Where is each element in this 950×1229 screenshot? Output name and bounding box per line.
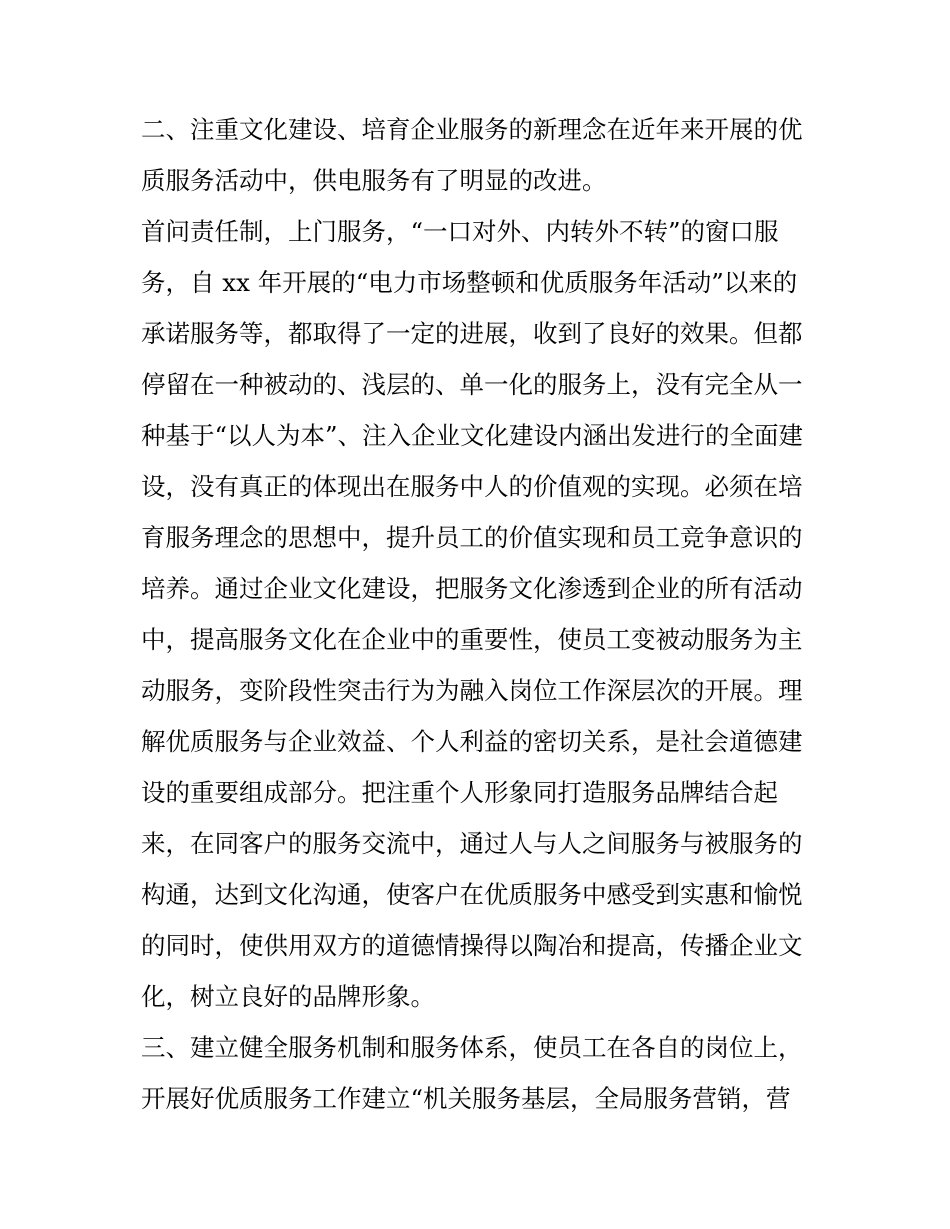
paragraph-section-three-heading (141, 1022, 813, 1124)
text-line: 的同时，使供用双方的道德情操得以陶冶和提高，传播企业文 (141, 931, 803, 960)
text-line: 育服务理念的思想中，提升员工的价值实现和员工竞争意识的 (141, 523, 803, 552)
text-line: 停留在一种被动的、浅层的、单一化的服务上，没有完全从一 (141, 370, 803, 399)
document-body (141, 104, 813, 1124)
text-line: 质服务活动中，供电服务有了明显的改进。 (141, 166, 607, 195)
text-line: 解优质服务与企业效益、个人利益的密切关系，是社会道德建 (141, 727, 803, 756)
paragraph-service-culture (141, 206, 813, 1022)
text-line: 种基于“以人为本”、注入企业文化建设内涵出发进行的全面建 (141, 421, 804, 450)
text-line: 首问责任制，上门服务，“一口对外、内转外不转”的窗口服 (141, 217, 779, 246)
text-line: 三、建立健全服务机制和服务体系，使员工在各自的岗位上， (141, 1033, 803, 1062)
text-line: 承诺服务等，都取得了一定的进展，收到了良好的效果。但都 (141, 319, 803, 348)
paragraph-section-two-heading (141, 104, 813, 206)
text-line: 培养。通过企业文化建设，把服务文化渗透到企业的所有活动 (141, 574, 803, 603)
text-line: 务，自 xx 年开展的“电力市场整顿和优质服务年活动”以来的 (141, 268, 798, 297)
text-line: 中，提高服务文化在企业中的重要性，使员工变被动服务为主 (141, 625, 803, 654)
text-line: 化，树立良好的品牌形象。 (141, 982, 435, 1011)
text-line: 动服务，变阶段性突击行为为融入岗位工作深层次的开展。理 (141, 676, 803, 705)
text-line: 来，在同客户的服务交流中，通过人与人之间服务与被服务的 (141, 829, 803, 858)
text-line: 构通，达到文化沟通，使客户在优质服务中感受到实惠和愉悦 (141, 880, 803, 909)
text-line: 二、注重文化建设、培育企业服务的新理念在近年来开展的优 (141, 115, 803, 144)
text-line: 开展好优质服务工作建立“机关服务基层，全局服务营销，营 (141, 1084, 791, 1113)
text-line: 设，没有真正的体现出在服务中人的价值观的实现。必须在培 (141, 472, 803, 501)
text-line: 设的重要组成部分。把注重个人形象同打造服务品牌结合起 (141, 778, 778, 807)
